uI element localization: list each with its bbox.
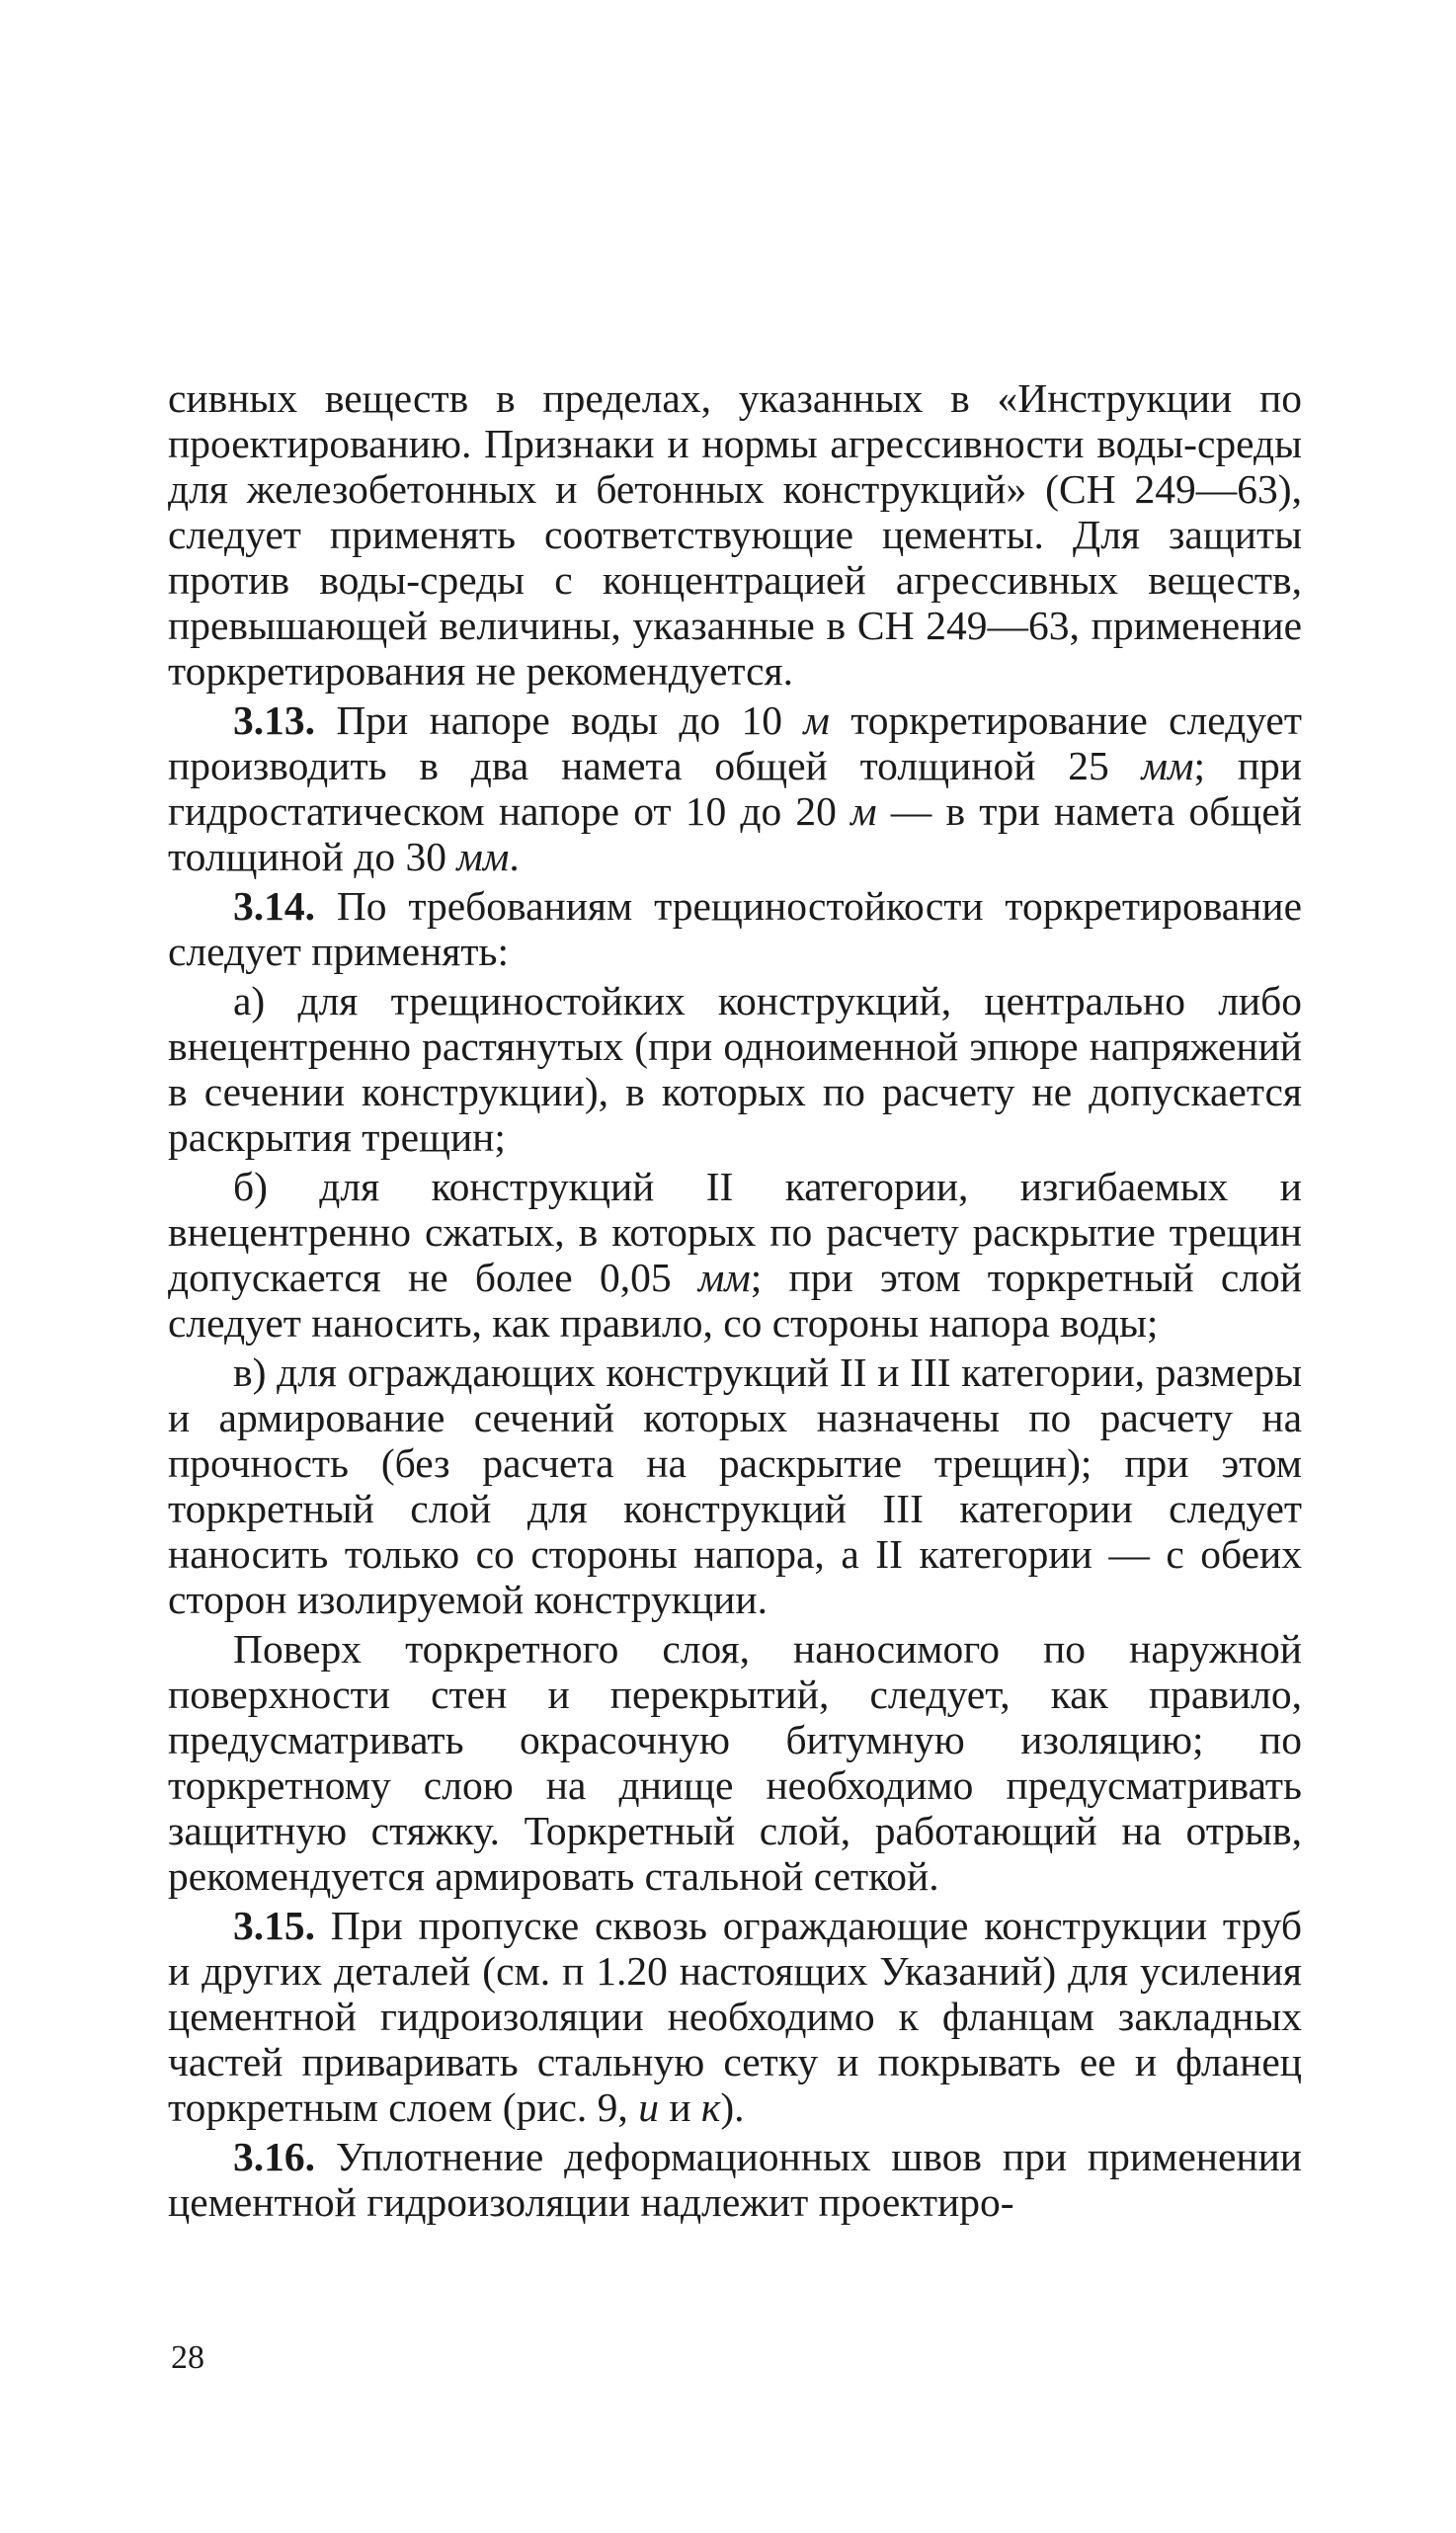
text-run: . xyxy=(509,834,520,879)
text-run: При напоре воды до 10 xyxy=(315,697,804,743)
page-number: 28 xyxy=(171,2339,204,2376)
clause-number: 3.16. xyxy=(233,2134,315,2179)
clause-paragraph xyxy=(168,1903,1302,2130)
unit-text: к xyxy=(700,2084,721,2130)
unit-text: мм xyxy=(1141,743,1194,788)
paragraph xyxy=(168,1626,1302,1899)
unit-text: мм xyxy=(456,834,510,879)
clause-paragraph xyxy=(168,2134,1302,2225)
unit-text: и xyxy=(638,2084,659,2130)
list-item xyxy=(168,1164,1302,1346)
text-run: б) для конструкций II категории, изгибаемых и внецентренно сжатых, в которых по расчету раскрытие трещин допускается не более 0,05 xyxy=(168,1164,1302,1300)
text-run: сивных веществ в пределах, указанных в «Инструкции по проектированию. Признаки и нормы агрессивности воды-среды для железобетонных и бетонных конструкций» (СН 249—63), следует применять соответствующие цементы. Для защиты против воды-среды с концентрацией агрессивных веществ, превышающей величины, указанные в СН 249—63, применение торкретирования не рекомендуется. xyxy=(168,375,1302,694)
text-run: По требованиям трещиностойкости торкретирование следует применять: xyxy=(168,883,1302,974)
unit-text: мм xyxy=(697,1255,751,1300)
clause-number: 3.15. xyxy=(233,1903,315,1948)
paragraph xyxy=(168,375,1302,694)
text-run: — в три намета общей толщиной до 30 xyxy=(168,788,1302,879)
text-run: ; при этом торкретный слой следует наносить, как правило, со стороны напора воды; xyxy=(168,1255,1302,1346)
text-run: Поверх торкретного слоя, наносимого по наружной поверхности стен и перекрытий, следует, как правило, предусматривать окрасочную битумную изоляцию; по торкретному слою на днище необходимо предусматривать защитную стяжку. Торкретный слой, работающий на отрыв, рекомендуется армировать стальной сеткой. xyxy=(168,1626,1302,1899)
text-run: а) для трещиностойких конструкций, центрально либо внецентренно растянутых (при одноименной эпюре напряжений в сечении конструкции), в которых по расчету не допускается раскрытия трещин; xyxy=(168,978,1302,1160)
text-run: в) для ограждающих конструкций II и III категории, размеры и армирование сечений которых назначены по расчету на прочность (без расчета на раскрытие трещин); при этом торкретный слой для конструкций III категории следует наносить только со стороны напора, а II категории — с обеих сторон изолируемой конструкции. xyxy=(168,1349,1302,1622)
text-run: ; при гидростатическом напоре от 10 до 20 xyxy=(168,743,1302,834)
body-text xyxy=(168,375,1302,2229)
text-run: При пропуске сквозь ограждающие конструкции труб и других деталей (см. п 1.20 настоящих Указаний) для усиления цементной гидроизоляции необходимо к фланцам закладных частей приваривать стальную сетку и покрывать ее и фланец торкретным слоем (рис. 9, xyxy=(168,1903,1302,2130)
text-run: Уплотнение деформационных швов при применении цементной гидроизоляции надлежит проектиро- xyxy=(168,2134,1302,2225)
clause-paragraph xyxy=(168,883,1302,974)
list-item xyxy=(168,978,1302,1160)
unit-text: м xyxy=(850,788,877,834)
text-run: ). xyxy=(720,2084,745,2130)
unit-text: м xyxy=(803,697,830,743)
clause-number: 3.14. xyxy=(233,883,315,929)
list-item xyxy=(168,1349,1302,1622)
text-run: торкретирование следует производить в два намета общей толщиной 25 xyxy=(168,697,1302,788)
clause-paragraph xyxy=(168,697,1302,879)
text-run: и xyxy=(658,2084,701,2130)
clause-number: 3.13. xyxy=(233,697,315,743)
